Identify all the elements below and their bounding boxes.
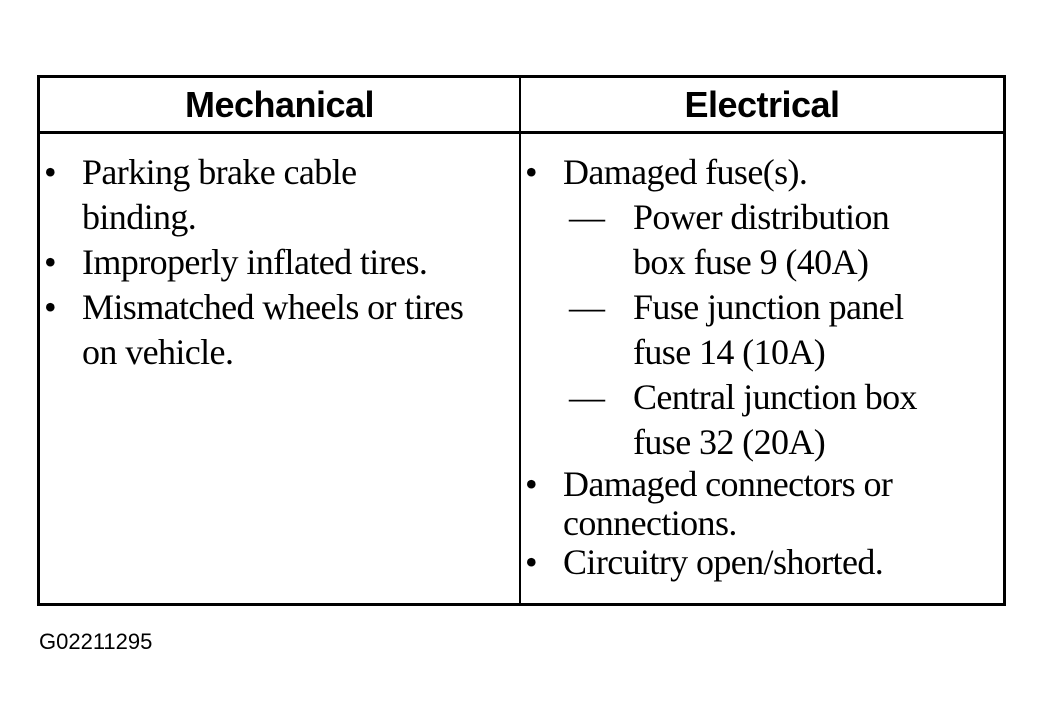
list-item	[40, 150, 472, 240]
list-item	[521, 543, 1003, 582]
bullet-icon: •	[44, 152, 57, 192]
sub-list-item	[521, 375, 953, 465]
electrical-column	[521, 78, 1003, 603]
electrical-list	[521, 134, 1003, 582]
dash-icon: —	[569, 377, 605, 417]
electrical-header: Electrical	[521, 78, 1003, 134]
sub-item-text: Power distribution box fuse 9 (40A)	[633, 197, 890, 282]
bullet-icon: •	[44, 242, 57, 282]
diagnosis-table	[37, 75, 1006, 606]
dash-icon: —	[569, 197, 605, 237]
sub-item-text: Fuse junction panel fuse 14 (10A)	[633, 287, 904, 372]
bullet-icon: •	[525, 542, 538, 582]
dash-icon: —	[569, 287, 605, 327]
list-item-text: Mismatched wheels or tires on vehicle.	[82, 287, 464, 372]
list-item	[521, 150, 1003, 195]
mechanical-column	[40, 78, 521, 603]
list-item-text: Circuitry open/shorted.	[563, 542, 884, 582]
figure-id-caption: G02211295	[39, 629, 153, 654]
sub-list-item	[521, 195, 933, 285]
bullet-icon: •	[525, 464, 538, 504]
list-item-text: Improperly inflated tires.	[82, 242, 428, 282]
list-item-text: Parking brake cable binding.	[82, 152, 357, 237]
mechanical-list	[40, 134, 519, 375]
list-item	[40, 240, 519, 285]
list-item	[521, 465, 953, 543]
sub-list-item	[521, 285, 933, 375]
bullet-icon: •	[525, 152, 538, 192]
mechanical-header: Mechanical	[40, 78, 519, 134]
list-item-text: Damaged connectors or connections.	[563, 464, 893, 543]
list-item	[40, 285, 502, 375]
list-item-text: Damaged fuse(s).	[563, 152, 808, 192]
bullet-icon: •	[44, 287, 57, 327]
sub-item-text: Central junction box fuse 32 (20A)	[633, 377, 917, 462]
